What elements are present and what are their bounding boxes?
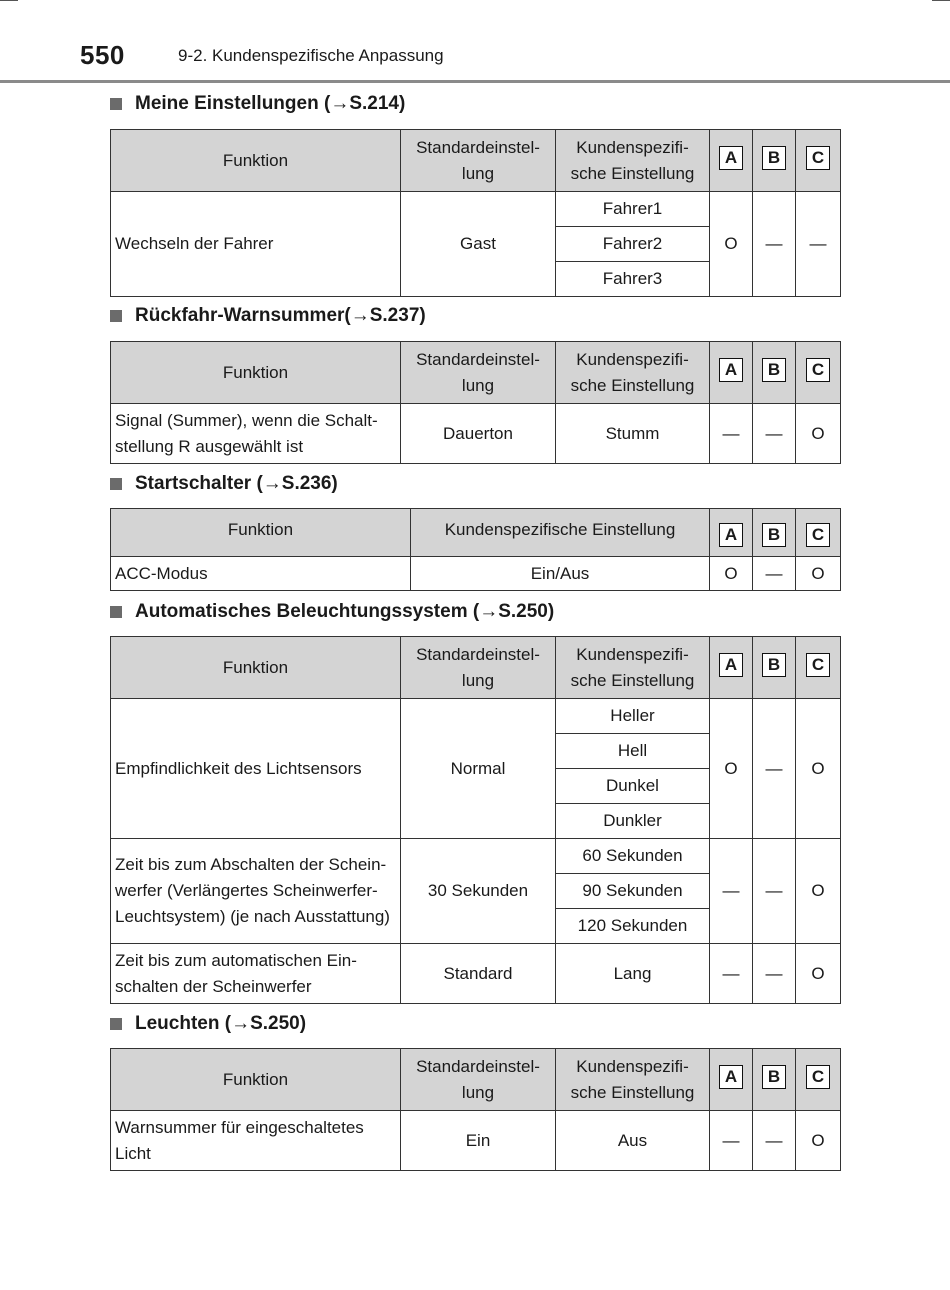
header-rule xyxy=(0,80,950,83)
table-row xyxy=(111,944,841,1004)
col-funktion: Funktion xyxy=(111,342,401,404)
cell-a: — xyxy=(710,1111,753,1171)
crop-mark-right xyxy=(932,0,950,1)
table-row xyxy=(111,557,841,591)
cell-b: — xyxy=(753,699,796,839)
col-standard: Standardeinstel- lung xyxy=(401,130,556,192)
table-header-row xyxy=(111,509,841,557)
cell-option: Stumm xyxy=(556,404,710,464)
vehicle-c-box: C xyxy=(806,1065,830,1089)
cell-option: 90 Sekunden xyxy=(556,874,710,909)
col-a xyxy=(710,130,753,192)
table-startschalter xyxy=(110,508,841,591)
cell-c: O xyxy=(796,557,841,591)
col-b xyxy=(753,1049,796,1111)
cell-c: O xyxy=(796,404,841,464)
cell-option: Aus xyxy=(556,1111,710,1171)
col-c xyxy=(796,342,841,404)
vehicle-b-box: B xyxy=(762,1065,786,1089)
cell-standard: Standard xyxy=(401,944,556,1004)
cell-c: O xyxy=(796,839,841,944)
section-title-rueckfahr-warnsummer: Rückfahr-Warnsummer( → S.237) xyxy=(110,305,426,327)
section-title-beleuchtungssystem: Automatisches Beleuchtungssystem ( → S.250) xyxy=(110,601,554,623)
cell-standard: 30 Sekunden xyxy=(401,839,556,944)
vehicle-b-box: B xyxy=(762,146,786,170)
table-header-row xyxy=(111,1049,841,1111)
cell-funktion: Warnsummer für eingeschaltetes Licht xyxy=(111,1111,401,1171)
col-funktion: Funktion xyxy=(111,637,401,699)
vehicle-a-box: A xyxy=(719,358,743,382)
cell-c: — xyxy=(796,192,841,297)
section-title-startschalter: Startschalter ( → S.236) xyxy=(110,473,338,495)
cell-a: — xyxy=(710,944,753,1004)
cell-funktion: Zeit bis zum automatischen Ein- schalten der Scheinwerfer xyxy=(111,944,401,1004)
vehicle-c-box: C xyxy=(806,653,830,677)
table-rueckfahr-warnsummer xyxy=(110,341,841,464)
table-leuchten xyxy=(110,1048,841,1171)
vehicle-c-box: C xyxy=(806,523,830,547)
cell-b: — xyxy=(753,1111,796,1171)
cell-funktion: Wechseln der Fahrer xyxy=(111,192,401,297)
cell-a: — xyxy=(710,404,753,464)
section-bullet-icon xyxy=(110,310,122,322)
col-kunden: Kundenspezifische Einstellung xyxy=(411,509,710,557)
cell-standard: Normal xyxy=(401,699,556,839)
cell-funktion: Zeit bis zum Abschalten der Schein- werfer (Verlängertes Scheinwerfer- Leuchtsystem) (je nach Ausstattung) xyxy=(111,839,401,944)
section-bullet-icon xyxy=(110,1018,122,1030)
col-standard: Standardeinstel- lung xyxy=(401,637,556,699)
vehicle-b-box: B xyxy=(762,523,786,547)
col-b xyxy=(753,509,796,557)
cell-option: Fahrer3 xyxy=(556,262,710,297)
col-c xyxy=(796,509,841,557)
col-c xyxy=(796,1049,841,1111)
table-row xyxy=(111,192,841,227)
cell-standard: Dauerton xyxy=(401,404,556,464)
cell-b: — xyxy=(753,839,796,944)
vehicle-c-box: C xyxy=(806,358,830,382)
col-a xyxy=(710,637,753,699)
col-a xyxy=(710,1049,753,1111)
cell-option: 120 Sekunden xyxy=(556,909,710,944)
col-kunden: Kundenspezifi- sche Einstellung xyxy=(556,130,710,192)
section-title-leuchten: Leuchten ( → S.250) xyxy=(110,1013,306,1035)
col-a xyxy=(710,509,753,557)
col-c xyxy=(796,637,841,699)
cell-c: O xyxy=(796,944,841,1004)
cell-option: Fahrer2 xyxy=(556,227,710,262)
table-header-row xyxy=(111,342,841,404)
section-bullet-icon xyxy=(110,478,122,490)
cell-option: Fahrer1 xyxy=(556,192,710,227)
cell-option: Heller xyxy=(556,699,710,734)
col-standard: Standardeinstel- lung xyxy=(401,342,556,404)
table-header-row xyxy=(111,637,841,699)
cell-funktion: Empfindlichkeit des Lichtsensors xyxy=(111,699,401,839)
cell-b: — xyxy=(753,192,796,297)
section-bullet-icon xyxy=(110,606,122,618)
cell-c: O xyxy=(796,699,841,839)
cell-option: Ein/Aus xyxy=(411,557,710,591)
page-header: 9-2. Kundenspezifische Anpassung xyxy=(178,46,444,65)
cell-a: O xyxy=(710,557,753,591)
section-title-meine-einstellungen: Meine Einstellungen ( → S.214) xyxy=(110,93,405,115)
cell-a: — xyxy=(710,839,753,944)
table-row xyxy=(111,839,841,874)
table-meine-einstellungen xyxy=(110,129,841,297)
vehicle-a-box: A xyxy=(719,653,743,677)
col-kunden: Kundenspezifi- sche Einstellung xyxy=(556,342,710,404)
cell-option: Dunkel xyxy=(556,769,710,804)
table-row xyxy=(111,404,841,464)
vehicle-b-box: B xyxy=(762,653,786,677)
col-funktion: Funktion xyxy=(111,509,411,557)
table-row xyxy=(111,699,841,734)
col-c xyxy=(796,130,841,192)
cell-option: Hell xyxy=(556,734,710,769)
cell-a: O xyxy=(710,192,753,297)
cell-c: O xyxy=(796,1111,841,1171)
vehicle-a-box: A xyxy=(719,523,743,547)
cell-a: O xyxy=(710,699,753,839)
vehicle-a-box: A xyxy=(719,1065,743,1089)
table-beleuchtungssystem xyxy=(110,636,841,1004)
cell-standard: Ein xyxy=(401,1111,556,1171)
cell-b: — xyxy=(753,557,796,591)
table-header-row xyxy=(111,130,841,192)
cell-b: — xyxy=(753,944,796,1004)
cell-funktion: ACC-Modus xyxy=(111,557,411,591)
vehicle-a-box: A xyxy=(719,146,743,170)
table-row xyxy=(111,1111,841,1171)
cell-option: 60 Sekunden xyxy=(556,839,710,874)
col-b xyxy=(753,637,796,699)
col-funktion: Funktion xyxy=(111,130,401,192)
cell-option: Lang xyxy=(556,944,710,1004)
cell-standard: Gast xyxy=(401,192,556,297)
section-bullet-icon xyxy=(110,98,122,110)
col-kunden: Kundenspezifi- sche Einstellung xyxy=(556,1049,710,1111)
cell-funktion: Signal (Summer), wenn die Schalt- stellung R ausgewählt ist xyxy=(111,404,401,464)
cell-option: Dunkler xyxy=(556,804,710,839)
col-b xyxy=(753,342,796,404)
vehicle-b-box: B xyxy=(762,358,786,382)
page-number: 550 xyxy=(80,40,125,70)
crop-mark-left xyxy=(0,0,18,1)
col-a xyxy=(710,342,753,404)
col-standard: Standardeinstel- lung xyxy=(401,1049,556,1111)
vehicle-c-box: C xyxy=(806,146,830,170)
cell-b: — xyxy=(753,404,796,464)
col-funktion: Funktion xyxy=(111,1049,401,1111)
col-b xyxy=(753,130,796,192)
col-kunden: Kundenspezifi- sche Einstellung xyxy=(556,637,710,699)
